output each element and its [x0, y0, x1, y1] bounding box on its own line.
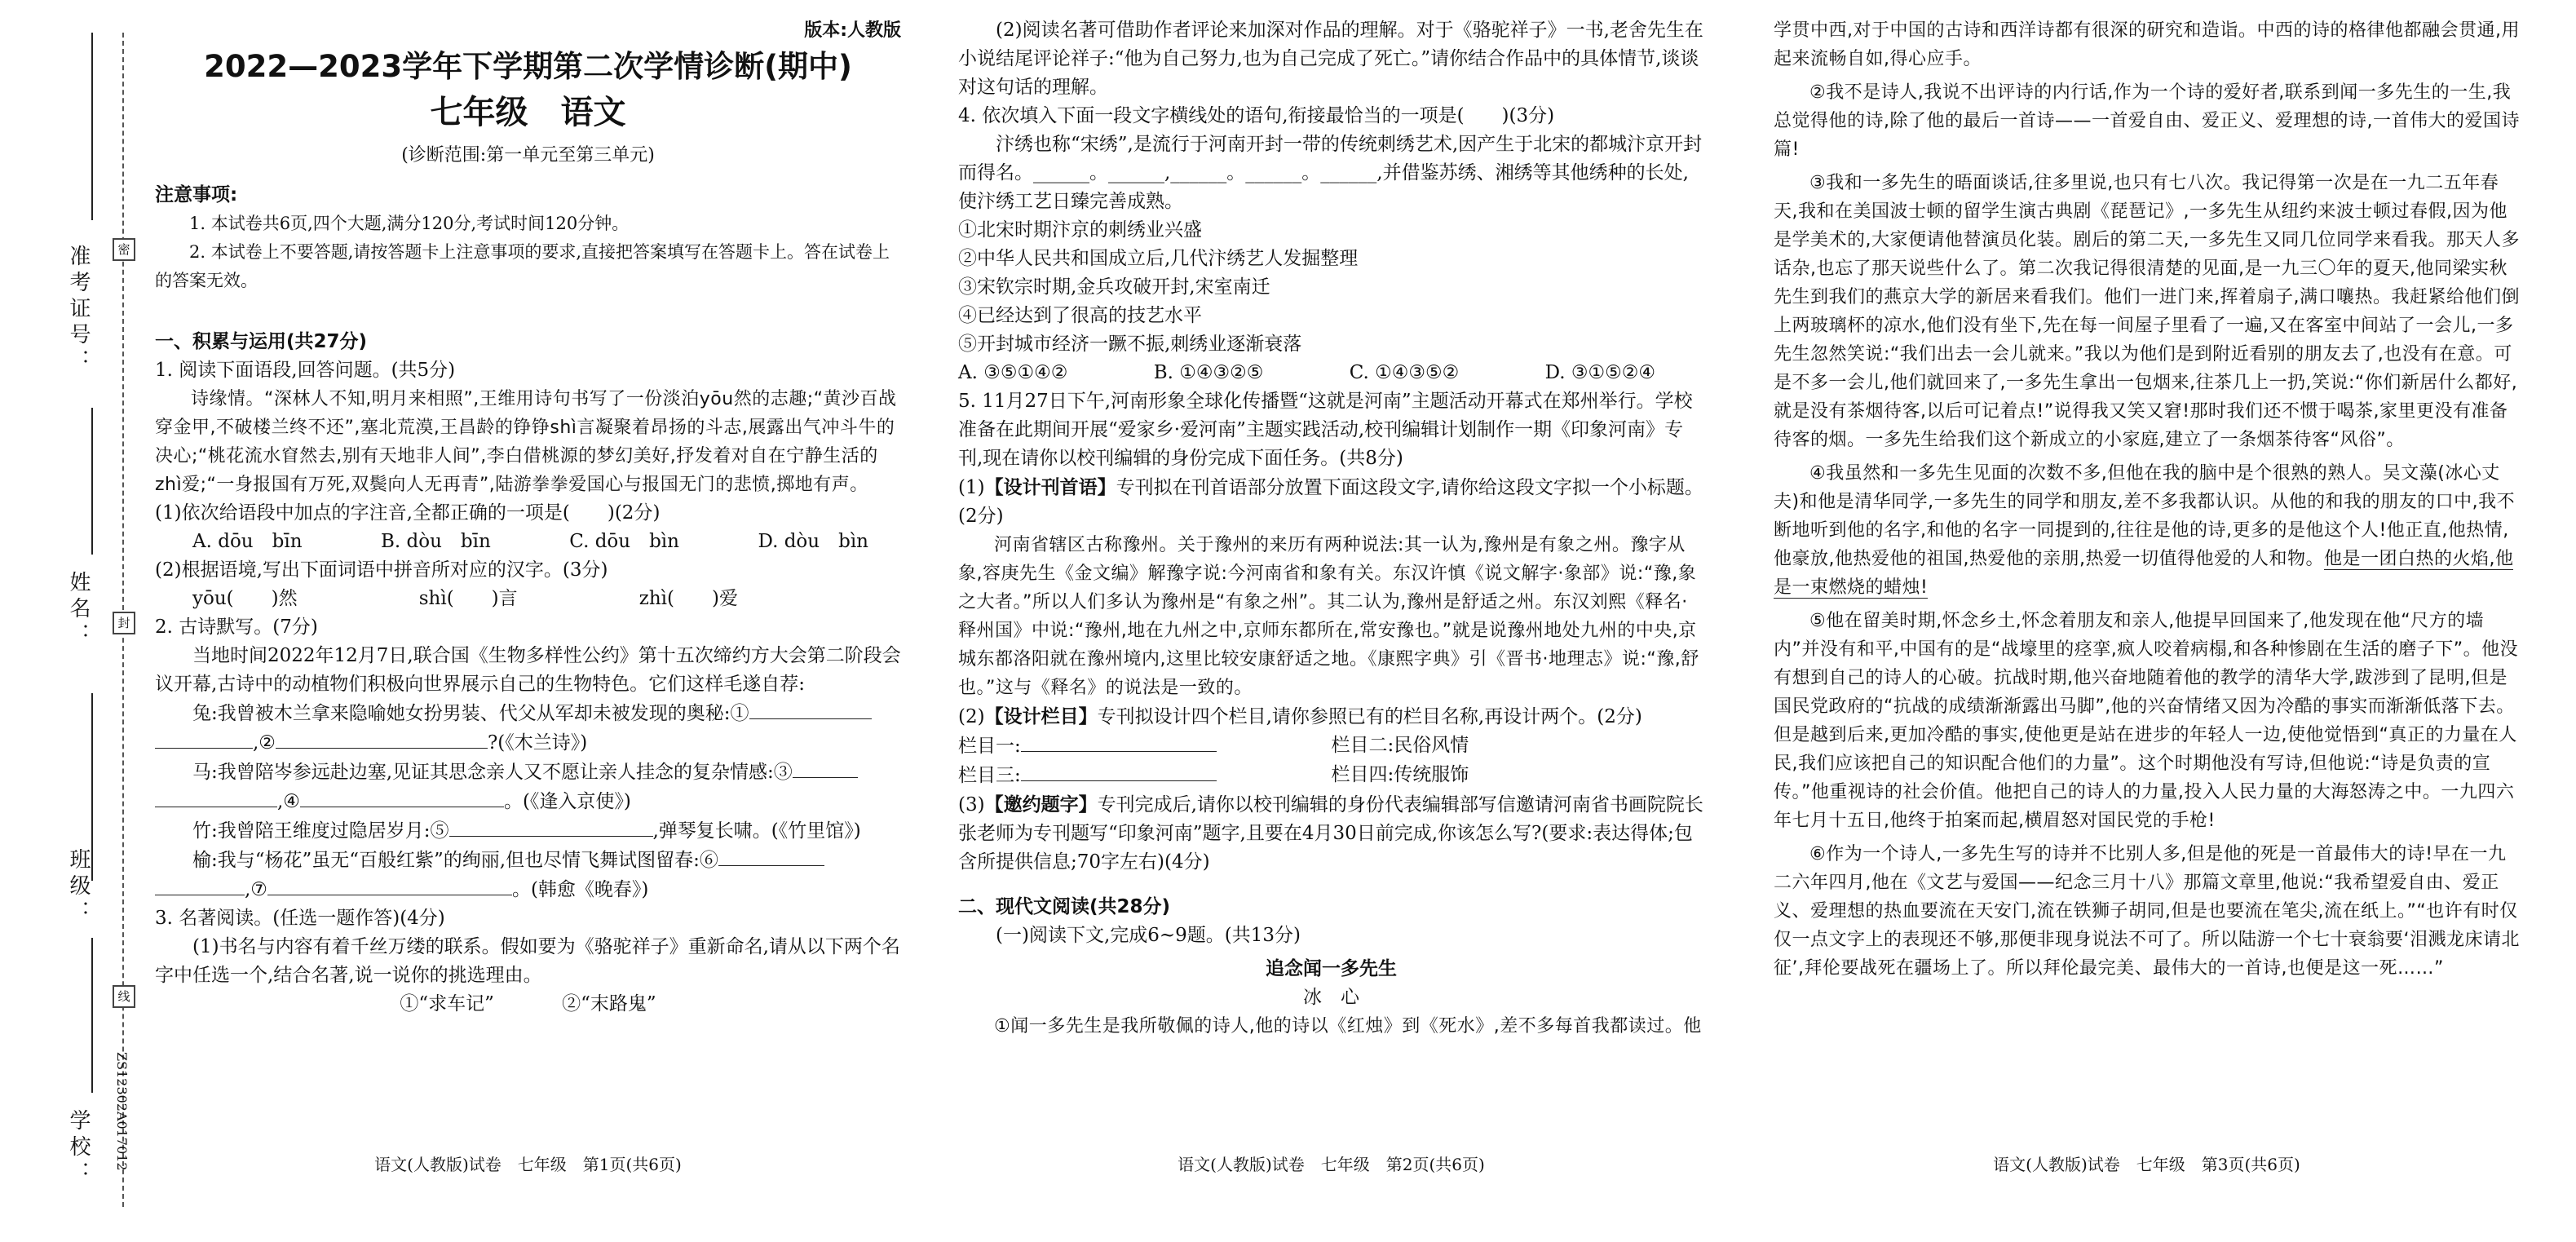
q4-option-b[interactable]: B. ①④③②⑤ — [1153, 362, 1264, 383]
school-label: 学校： — [66, 1109, 91, 1187]
para-4 — [1774, 459, 2520, 602]
q2-bamboo — [155, 816, 901, 846]
note-1: 1. 本试卷共6页,四个大题,满分120分,考试时间120分钟。 — [189, 214, 630, 233]
blank-3[interactable] — [793, 758, 858, 778]
exam-no-line — [91, 33, 93, 220]
section-2-title: 二、现代文阅读(共28分) — [958, 896, 1171, 917]
q5-1-tag: 【设计刊首语】 — [984, 476, 1116, 498]
q5-3-tag: 【邀约题字】 — [984, 793, 1098, 815]
column-3-blank[interactable] — [1021, 761, 1217, 781]
para-6: ⑥作为一个诗人,一多先生写的诗并不比别人多,但是他的死是一首最伟大的诗!早在一九二六年四月,他在《文艺与爱国——纪念三月十八》那篇文章里,他说:“我希望爱自由、爱正义、爱理想的热血要流在天安门,流在铁狮子胡同,但是也要流在笔尖,流在纸上。”“也许有时仅仅一点文字上的表现还不够,那便非现身说法不可了。所以陆游一个七十衰翁要‘泪溅龙床请北征’,拜伦要战死在疆场上了。所以拜伦最完美、最伟大的一首诗,也便是这一死……” — [1774, 844, 2520, 979]
note-2: 2. 本试卷上不要答题,请按答题卡上注意事项的要求,直接把答案填写在答题卡上。答在试卷上的答案无效。 — [155, 242, 890, 290]
page-3-footer: 语文(人教版)试卷 七年级 第3页(共6页) — [1993, 1155, 2300, 1174]
q1-1-option-c[interactable]: C. dōu bìn — [569, 531, 679, 552]
blank-1b[interactable] — [155, 728, 253, 749]
q4-stem: 4. 依次填入下面一段文字横线处的语句,衔接最恰当的一项是( )(3分) — [958, 105, 1555, 126]
paper-code: ZS12302A017012 — [114, 1052, 130, 1171]
column-1-label: 栏目一: — [958, 736, 1021, 757]
article-author: 冰 心 — [1303, 987, 1359, 1008]
q1-2-words — [155, 585, 901, 613]
q2-bamboo-text: 竹:我曾陪王维度过隐居岁月:⑤ — [192, 820, 449, 842]
q3-2-stem: (2)阅读名著可借助作者评论来加深对作品的理解。对于《骆驼祥子》一书,老舍先生在小说结尾评论祥子:“他为自己努力,也为自己完成了死亡。”请你结合作品中的具体情节,谈谈对这句话的理解。 — [958, 20, 1703, 98]
column-3 — [958, 761, 1332, 790]
q4-item-3: ③宋钦宗时期,金兵攻破开封,宋室南迁 — [958, 276, 1270, 298]
q5-1: (1)【设计刊首语】专刊拟在刊首语部分放置下面这段文字,请你给这段文字拟一个小标题。(2分) — [958, 476, 1703, 527]
page-1-footer: 语文(人教版)试卷 七年级 第1页(共6页) — [374, 1155, 682, 1174]
q1-1-options — [155, 528, 901, 556]
exam-scope: (诊断范围:第一单元至第三单元) — [401, 145, 655, 166]
class-label: 班级： — [66, 848, 91, 926]
q2-rabbit-src: ?(《木兰诗》) — [487, 732, 588, 754]
q1-1-option-b[interactable]: B. dòu bīn — [381, 531, 491, 552]
page-2-footer: 语文(人教版)试卷 七年级 第2页(共6页) — [1178, 1155, 1485, 1174]
para-4-text: ④我虽然和一多先生见面的次数不多,但他在我的脑中是个很熟的熟人。吴文藻(冰心丈夫)和他是清华同学,一多先生的同学和朋友,差不多我都认识。从他的和我的朋友的口中,我不断地听到他的名字,和他的名字一同提到的,往往是他的诗,更多的是他这个人!他正直,他热情,他豪放,他热爱他的祖国,热爱他的亲朋,热爱一切值得他爱的人和物。 — [1774, 463, 2516, 569]
q5-1-text: 专刊拟在刊首语部分放置下面这段文字,请你给这段文字拟一个小标题。(2分) — [958, 477, 1703, 527]
column-1-blank[interactable] — [1021, 731, 1217, 752]
q3-1-names — [155, 990, 901, 1019]
q5-2-columns — [958, 731, 1704, 790]
column-1 — [958, 731, 1332, 761]
q5-1-passage: 河南省辖区古称豫州。关于豫州的来历有两种说法:其一认为,豫州是有象之州。豫字从象,容庚先生《金文编》解豫字说:今河南省和象有关。东汉许慎《说文解字·象部》说:“豫,象之大者。”所以人们多认为豫州是“有象之州”。其二认为,豫州是舒适之州。东汉刘熙《释名·释州国》中说:“豫州,地在九州之中,京师东都所在,常安豫也。”就是说豫州地处九州的中央,京城东都洛阳就在豫州境内,这里比较安康舒适之地。《康熙字典》引《晋书·地理志》说:“豫,舒也。”这与《释名》的说法是一致的。 — [958, 535, 1699, 698]
sub-section-1: (一)阅读下文,完成6~9题。(共13分) — [996, 925, 1301, 946]
q2-rabbit-text: 兔:我曾被木兰拿来隐喻她女扮男装、代父从军却未被发现的奥秘:① — [192, 703, 749, 724]
para-1: ①闻一多先生是我所敬佩的诗人,他的诗以《红烛》到《死水》,差不多每首我都读过。他 — [994, 1016, 1702, 1036]
blank-6b[interactable] — [155, 875, 245, 895]
q1-2-word-2[interactable]: shì( )言 — [418, 588, 518, 609]
para-1-cont: 学贯中西,对于中国的古诗和西洋诗都有很深的研究和造诣。中西的诗的格律他都融会贯通,用起来流畅自如,得心应手。 — [1774, 20, 2520, 69]
exam-title: 2022—2023学年下学期第二次学情诊断(期中) — [204, 49, 852, 84]
q1-stem: 1. 阅读下面语段,回答问题。(共5分) — [155, 360, 456, 381]
section-1-title: 一、积累与运用(共27分) — [155, 331, 368, 352]
q2-intro: 当地时间2022年12月7日,联合国《生物多样性公约》第十五次缔约方大会第二阶段会议开幕,古诗中的动植物们积极向世界展示自己的生物特色。它们这样毛遂自荐: — [155, 645, 901, 695]
q1-1-option-d[interactable]: D. dòu bìn — [758, 531, 868, 552]
blank-3b[interactable] — [155, 787, 277, 807]
q3-1-stem: (1)书名与内容有着千丝万缕的联系。假如要为《骆驼祥子》重新命名,请从以下两个名字中任选一个,结合名著,说一说你的挑选理由。 — [155, 936, 900, 986]
blank-6[interactable] — [718, 846, 824, 866]
q4-item-1: ①北宋时期汴京的刺绣业兴盛 — [958, 219, 1202, 241]
q1-2-word-3[interactable]: zhì( )爱 — [638, 588, 738, 609]
q2-rabbit-sep: ,② — [253, 732, 276, 754]
exam-no-label: 准考证号： — [66, 245, 91, 375]
q4-options — [958, 359, 1704, 387]
blank-1[interactable] — [749, 699, 872, 719]
para-5: ⑤他在留美时期,怀念乡土,怀念着朋友和亲人,他提早回国来了,他发现在他“尺方的墙内”并没有和平,中国有的是“战壕里的痉挛,疯人咬着病榻,和各种惨剧在生活的磨子下”。他没有想到自己的诗人的心破。抗战时期,他兴奋地随着他的教学的清华大学,跋涉到了昆明,但是国民党政府的“抗战的成绩渐渐露出马脚”,他的兴奋情绪又因为冷酷的事实而渐渐低落下去。但是越到后来,更加冷酷的事实,使他更是站在进步的年轻人一边,使他觉悟到“真正的力量在人民,我们应该把自己的知识配合他们的力量”。这个时期他没有写诗,但他说:“诗是负责的宣传。”他重视诗的社会价值。他把自己的诗人的力量,投入人民力量的大海怒涛之中。一九四六年七月十五日,他终于拍案而起,横眉怒对国民党的手枪! — [1774, 611, 2519, 831]
page-2 — [958, 16, 1704, 1215]
notes-title: 注意事项: — [155, 184, 238, 206]
article-title: 追念闻一多先生 — [1266, 958, 1397, 979]
q4-passage: 汴绣也称“宋绣”,是流行于河南开封一带的传统刺绣艺术,因产生于北宋的都城汴京开封而得名。______。______,______。______。______,并借鉴苏绣、湘绣等其他绣种的长处,使汴绣工艺日臻完善成熟。 — [958, 134, 1703, 212]
q2-horse-text: 马:我曾陪岑参远赴边塞,见证其思念亲人又不愿让亲人挂念的复杂情感:③ — [192, 762, 793, 783]
q4-option-d[interactable]: D. ③①⑤②④ — [1544, 362, 1655, 383]
q5-2-text: 专刊拟设计四个栏目,请你参照已有的栏目名称,再设计两个。(2分) — [1097, 706, 1642, 727]
q3-stem: 3. 名著阅读。(任选一题作答)(4分) — [155, 908, 445, 929]
q1-passage: 诗缘情。“深林人不知,明月来相照”,王维用诗句书写了一份淡泊yōu然的志趣;“黄沙百战穿金甲,不破楼兰终不还”,塞北荒漠,王昌龄的铮铮shì言凝聚着昂扬的斗志,展露出气冲斗牛的决心;“桃花流水窅然去,别有天地非人间”,李白借桃源的梦幻美好,抒发着对自在宁静生活的zhì爱;“一身报国有万死,双鬓向人无再青”,陆游拳拳爱国心与报国无门的悲愤,掷地有声。 — [155, 389, 897, 495]
school-line — [91, 938, 93, 1093]
q5-3-text: 专刊完成后,请你以校刊编辑的身份代表编辑部写信邀请河南省书画院院长张老师为专刊题写“印象河南”题字,且要在4月30日前完成,你该怎么写?(要求:表达得体;包含所提供信息;70字左右)(4分) — [958, 794, 1703, 873]
name-line — [91, 408, 93, 555]
page-3 — [1774, 16, 2520, 1215]
column-2: 栏目二:民俗风情 — [1331, 735, 1469, 756]
q2-elm-src: 。(韩愈《晚春》) — [511, 879, 649, 900]
q2-elm — [155, 846, 901, 904]
q5-3: (3)【邀约题字】专刊完成后,请你以校刊编辑的身份代表编辑部写信邀请河南省书画院院长张老师为专刊题写“印象河南”题字,且要在4月30日前完成,你该怎么写?(要求:表达得体;包含所提供信息;70字左右)(4分) — [958, 793, 1703, 873]
q2-horse — [155, 758, 901, 816]
q4-item-5: ⑤开封城市经济一蹶不振,刺绣业逐渐衰落 — [958, 334, 1302, 355]
exam-subtitle: 七年级 语文 — [430, 94, 626, 131]
q2-elm-text: 榆:我与“杨花”虽无“百般红紫”的绚丽,但也尽情飞舞试图留春:⑥ — [192, 850, 718, 871]
page-1 — [155, 16, 901, 1215]
q2-elm-sep: ,⑦ — [245, 879, 267, 900]
q3-1-name-2: ②“末路鬼” — [562, 993, 656, 1014]
name-label: 姓名： — [66, 571, 91, 649]
q1-2-word-1[interactable]: yōu( )然 — [192, 588, 298, 609]
blank-5[interactable] — [449, 816, 653, 837]
q2-rabbit — [155, 699, 901, 758]
q5-2-tag: 【设计栏目】 — [984, 705, 1098, 727]
q4-item-2: ②中华人民共和国成立后,几代汴绣艺人发掘整理 — [958, 248, 1359, 269]
para-4-underlined: 他是一团白热的火焰,他是一束燃烧的蜡烛! — [1774, 549, 2514, 598]
mark-line: 线 — [113, 985, 135, 1008]
q2-horse-sep: ,④ — [277, 791, 300, 812]
q5-stem: 5. 11月27日下午,河南形象全球化传播暨“这就是河南”主题活动开幕式在郑州举行。学校准备在此期间开展“爱家乡·爱河南”主题实践活动,校刊编辑计划制作一期《印象河南》专刊,现在请你以校刊编辑的身份完成下面任务。(共8分) — [958, 391, 1693, 469]
q1-1-option-a[interactable]: A. dōu bīn — [192, 531, 303, 552]
q4-item-4: ④已经达到了很高的技艺水平 — [958, 305, 1202, 326]
q2-bamboo-src: ,弹琴复长啸。(《竹里馆》) — [652, 820, 861, 842]
q1-2-stem: (2)根据语境,写出下面词语中拼音所对应的汉字。(3分) — [155, 559, 608, 581]
binding-margin — [0, 0, 139, 1242]
edition-label: 版本:人教版 — [804, 20, 901, 41]
q3-1-name-1: ①“求车记” — [400, 993, 494, 1014]
column-3-label: 栏目三: — [958, 765, 1021, 786]
blank-2[interactable] — [276, 728, 488, 749]
q5-2: (2)【设计栏目】专刊拟设计四个栏目,请你参照已有的栏目名称,再设计两个。(2分) — [958, 705, 1642, 727]
mark-seal: 封 — [113, 612, 135, 634]
para-3: ③我和一多先生的晤面谈话,往多里说,也只有七八次。我记得第一次是在一九二五年春天,我和在美国波士顿的留学生演古典剧《琵琶记》,一多先生从纽约来波士顿过春假,因为他是学美术的,大家便请他替演员化装。剧后的第二天,一多先生又同几位同学来看我。那天人多话杂,也忘了那天说些什么了。第二次我记得很清楚的见面,是一九三〇年的夏天,他同梁实秋先生到我们的燕京大学的新居来看我们。他们一进门来,挥着扇子,满口嚷热。我赶紧给他们倒上两玻璃杯的凉水,他们没有坐下,先在每一间屋子里看了一遍,又在客室中间站了一会儿,一多先生忽然笑说:“我们出去一会儿就来。”我以为他们是到附近看别的朋友去了,也没有在意。可是不多一会儿,他们就回来了,一多先生拿出一包烟来,往茶几上一扔,笑说:“你们新居什么都好,就是没有茶烟待客,以后可记着点!”说得我又笑又窘!那时我们还不惯于喝茶,家里更没有准备待客的烟。一多先生给我们这个新成立的小家庭,建立了一条烟茶待客“风俗”。 — [1774, 173, 2520, 450]
q2-horse-src: 。(《逢入京使》) — [503, 791, 631, 812]
blank-7[interactable] — [267, 875, 512, 895]
q4-option-c[interactable]: C. ①④③⑤② — [1349, 362, 1460, 383]
q4-option-a[interactable]: A. ③⑤①④② — [958, 362, 1068, 383]
para-2: ②我不是诗人,我说不出评诗的内行话,作为一个诗的爱好者,联系到闻一多先生的一生,我总觉得他的诗,除了他的最后一首诗——一首爱自由、爱正义、爱理想的诗,一首伟大的爱国诗篇! — [1774, 82, 2520, 160]
blank-4[interactable] — [300, 787, 504, 807]
q1-1-stem: (1)依次给语段中加点的字注音,全都正确的一项是( )(2分) — [155, 502, 661, 524]
mark-cut: 密 — [113, 238, 135, 261]
column-4: 栏目四:传统服饰 — [1331, 764, 1469, 785]
q2-stem: 2. 古诗默写。(7分) — [155, 617, 318, 638]
